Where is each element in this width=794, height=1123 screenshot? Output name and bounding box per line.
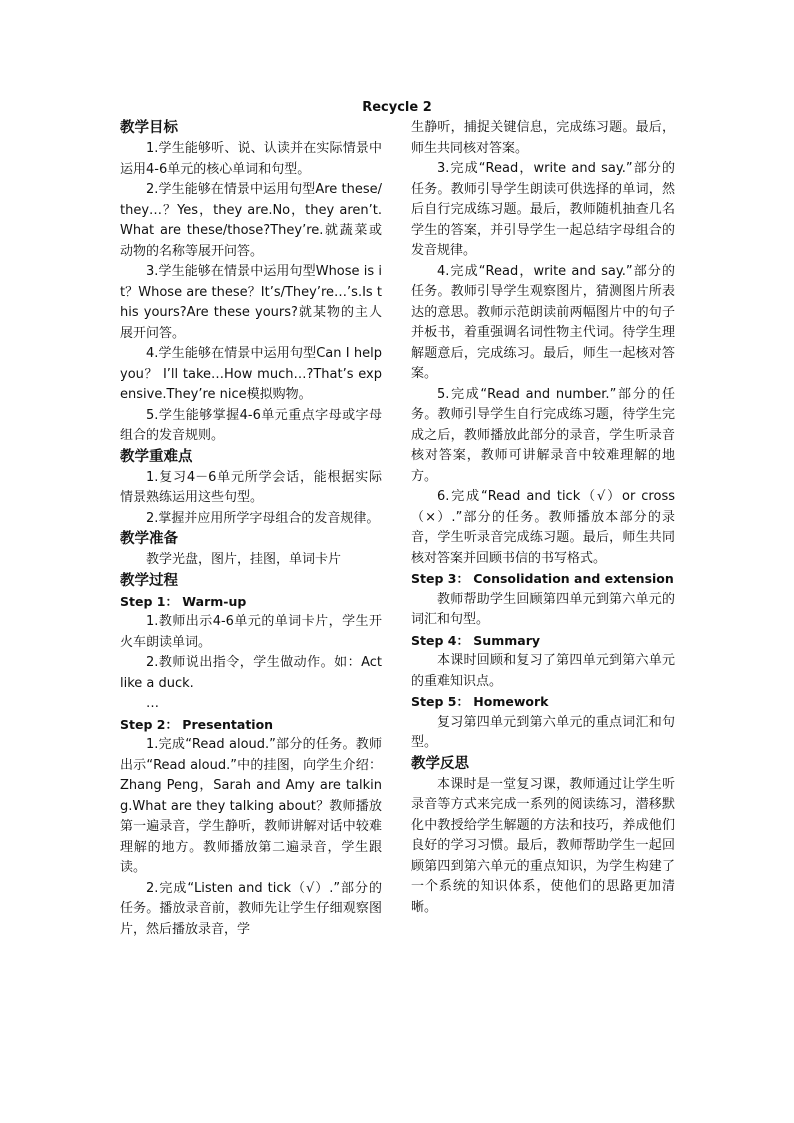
- section-heading: 教学目标: [120, 120, 178, 136]
- paragraph: 1.教师出示4-6单元的单词卡片，学生开火车朗读单词。: [120, 614, 382, 650]
- section-heading: 教学重难点: [120, 448, 193, 465]
- section-heading: 教学过程: [120, 572, 178, 589]
- step-heading: Step 5： Homework: [411, 694, 549, 709]
- paragraph: 教学光盘，图片，挂图，单词卡片: [146, 552, 342, 567]
- paragraph: 1.完成“Read aloud.”部分的任务。教师出示“Read aloud.”中的挂图，向学生介绍：Zhang Peng，Sarah and Amy are talking.What are they talking about？教师播放第一遍录音，学生静听，教师讲解对话中较难理解的地方。教师播放第二遍录音，学生跟读。: [120, 737, 382, 875]
- paragraph: 教师帮助学生回顾第四单元到第六单元的词汇和句型。: [411, 591, 675, 627]
- step-heading: Step 2： Presentation: [120, 716, 274, 732]
- step-heading: Step 1： Warm-up: [120, 593, 247, 609]
- left-column: [120, 118, 382, 940]
- paragraph: 本课时是一堂复习课，教师通过让学生听录音等方式来完成一系列的阅读练习，潜移默化中教授给学生解题的方法和技巧，养成他们良好的学习习惯。最后，教师帮助学生一起回顾第四到第六单元的重点知识，为学生构建了一个系统的知识体系，使他们的思路更加清晰。: [411, 776, 675, 915]
- paragraph: 2.教师说出指令，学生做动作。如：Act like a duck.: [120, 655, 382, 691]
- paragraph: 5.完成“Read and number.”部分的任务。教师引导学生自行完成练习题，待学生完成之后，教师播放此部分的录音，学生听录音核对答案，教师可讲解录音中较难理解的地方。: [411, 386, 675, 484]
- paragraph: …: [146, 696, 159, 711]
- paragraph: 5.学生能够掌握4-6单元重点字母或字母组合的发音规则。: [120, 407, 382, 443]
- step-heading: Step 4： Summary: [411, 632, 541, 648]
- section-heading: 教学准备: [120, 531, 178, 547]
- paragraph: 2.完成“Listen and tick（√）.”部分的任务。播放录音前，教师先让学生仔细观察图片，然后播放录音，学: [120, 880, 382, 937]
- paragraph: 2.学生能够在情景中运用句型Are these/they…？Yes，they are.No，they aren’t.What are these/those?They’re.就蔬菜或动物的名称等展开问答。: [120, 182, 382, 259]
- step-heading: Step 3： Consolidation and extension: [411, 571, 674, 586]
- paragraph: 3.完成“Read，write and say.”部分的任务。教师引导学生朗读可供选择的单词，然后自行完成练习题。最后，教师随机抽查几名学生的答案，并引导学生一起总结字母组合的发音规律。: [411, 161, 675, 258]
- paragraph: 复习第四单元到第六单元的重点词汇和句型。: [411, 714, 675, 750]
- paragraph: 2.掌握并应用所学字母组合的发音规律。: [146, 510, 380, 526]
- paragraph: 本课时回顾和复习了第四单元到第六单元的重难知识点。: [411, 653, 675, 689]
- paragraph: 1.复习4－6单元所学会话，能根据实际情景熟练运用这些句型。: [120, 469, 382, 505]
- paragraph: 1.学生能够听、说、认读并在实际情景中运用4-6单元的核心单词和句型。: [120, 141, 382, 177]
- right-column: [411, 118, 675, 918]
- page-title: Recycle 2: [362, 100, 432, 115]
- section-heading: 教学反思: [411, 755, 469, 772]
- paragraph: 6.完成“Read and tick（√）or cross（×）.”部分的任务。教师播放本部分的录音，学生听录音完成练习题。最后，师生共同核对答案并回顾书信的书写格式。: [411, 489, 675, 566]
- paragraph-continuation: 生静听，捕捉关键信息，完成练习题。最后，师生共同核对答案。: [411, 120, 675, 156]
- paragraph: 4.完成“Read，write and say.”部分的任务。教师引导学生观察图片，猜测图片所表达的意思。教师示范朗读前两幅图片中的句子并板书，着重强调名词性物主代词。待学生理解题意后，完成练习。最后，师生一起核对答案。: [411, 263, 675, 381]
- paragraph: 3.学生能够在情景中运用句型Whose is it？Whose are these？It’s/They’re…’s.Is this yours?Are these yours?就某物的主人展开问答。: [120, 264, 382, 341]
- paragraph: 4.学生能够在情景中运用句型Can I help you？ I’ll take…How much…?That’s expensive.They’re nice模拟购物。: [120, 346, 382, 402]
